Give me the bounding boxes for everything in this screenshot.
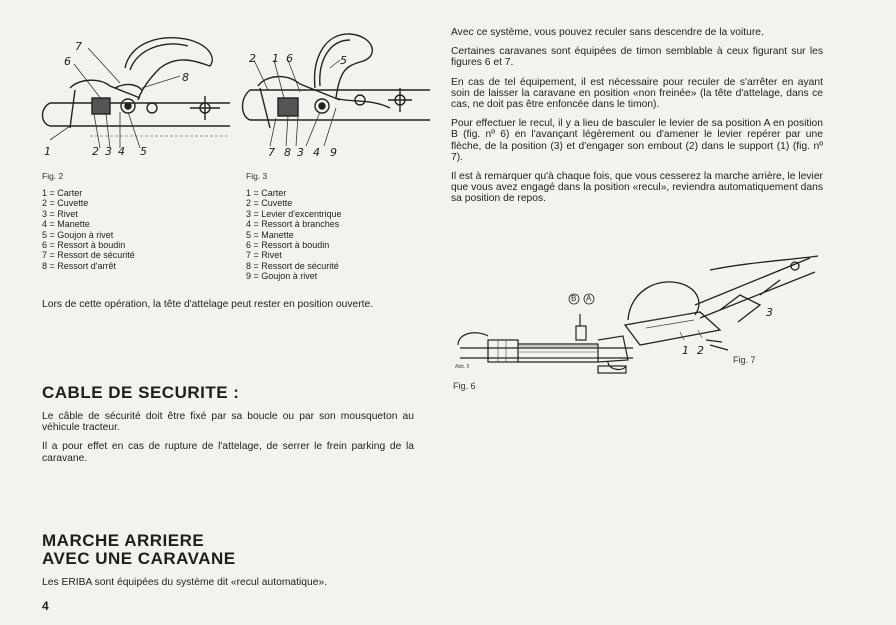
fig3-callout-2: 2 xyxy=(249,52,256,65)
legend-item: 5 = Goujon à rivet xyxy=(42,229,114,240)
legend-item: 7 = Ressort de sécurité xyxy=(42,250,135,261)
reverse-section xyxy=(42,577,414,596)
fig3-callout-9: 9 xyxy=(330,146,337,159)
fig3-legend xyxy=(246,188,342,282)
fig2-callout-7: 7 xyxy=(75,40,82,53)
fig2-caption: Fig. 2 xyxy=(42,171,64,181)
page-number: 4 xyxy=(42,599,49,613)
cable-heading: CABLE DE SECURITE : xyxy=(42,383,240,402)
reverse-paragraph-1: Les ERIBA sont équipées du système dit «recul automatique». xyxy=(42,577,328,588)
legend-item: 2 = Cuvette xyxy=(246,198,293,209)
fig2-callout-5: 5 xyxy=(140,145,147,158)
fig2-callout-8: 8 xyxy=(182,71,189,84)
fig3-callout-1: 1 xyxy=(272,52,279,65)
fig2-legend xyxy=(42,188,135,271)
operation-paragraph xyxy=(42,299,414,318)
figure-3-drawing xyxy=(240,28,430,148)
legend-item: 7 = Rivet xyxy=(246,250,282,261)
fig7-callout-2: 2 xyxy=(697,344,704,357)
legend-item: 4 = Ressort à branches xyxy=(246,219,340,230)
right-paragraph-3: En cas de tel équipement, il est nécessaire pour reculer de s'arrêter en ayant soin de laisser la caravane en position «non freinée» (la tête d'attelage, dans ce cas, ne doit pas être enfoncée dans le timon). xyxy=(451,76,823,111)
legend-item: 4 = Manette xyxy=(42,219,90,230)
right-column-text xyxy=(451,27,823,213)
cable-paragraph-1: Le câble de sécurité doit être fixé par sa boucle ou par son mousqueton au véhicule tracteur. xyxy=(42,411,414,434)
fig2-callout-4: 4 xyxy=(118,145,125,158)
legend-item: 3 = Levier d'excentrique xyxy=(246,208,342,219)
operation-text: Lors de cette opération, la tête d'attelage peut rester en position ouverte. xyxy=(42,299,374,310)
fig2-callout-2: 2 xyxy=(92,145,99,158)
legend-item: 1 = Carter xyxy=(42,188,83,198)
fig3-callout-7: 7 xyxy=(268,146,275,159)
cable-section xyxy=(42,411,414,472)
reverse-heading-line-1: MARCHE ARRIERE xyxy=(42,531,205,550)
fig3-callout-4: 4 xyxy=(313,146,320,159)
right-paragraph-1: Avec ce système, vous pouvez reculer sans descendre de la voiture. xyxy=(451,27,764,38)
right-paragraph-2: Certaines caravanes sont équipées de timon semblable à ceux figurant sur les figures 6 et 7. xyxy=(451,46,823,69)
marker-b: B xyxy=(571,294,577,303)
fig3-callout-6: 6 xyxy=(286,52,293,65)
legend-item: 5 = Manette xyxy=(246,229,294,240)
fig6-caption: Fig. 6 xyxy=(453,381,476,391)
legend-item: 8 = Ressort de sécurité xyxy=(246,260,339,271)
legend-item: 2 = Cuvette xyxy=(42,198,89,209)
legend-item: 6 = Ressort à boudin xyxy=(42,240,126,251)
fig7-caption: Fig. 7 xyxy=(733,355,756,365)
right-paragraph-5: Il est à remarquer qu'à chaque fois, que vous cesserez la marche arrière, le levier que vous avez engagé dans la position «recul», reviendra automatiquement dans sa position de repos. xyxy=(451,171,823,205)
legend-item: 6 = Ressort à boudin xyxy=(246,240,330,251)
fig3-callout-3: 3 xyxy=(297,146,304,159)
fig7-callout-1: 1 xyxy=(682,344,689,357)
fig2-callout-3: 3 xyxy=(105,145,112,158)
legend-item: 9 = Goujon à rivet xyxy=(246,271,318,282)
fig2-callout-6: 6 xyxy=(64,55,71,68)
fig6-small-label: Abb. 5 xyxy=(455,364,470,370)
fig3-caption: Fig. 3 xyxy=(246,171,268,181)
figure-2-drawing xyxy=(30,28,230,158)
fig3-callout-5: 5 xyxy=(340,54,347,67)
figure-7-drawing xyxy=(610,250,825,355)
legend-item: 8 = Ressort d'arrêt xyxy=(42,260,116,271)
fig2-callout-1: 1 xyxy=(44,145,51,158)
marker-a: A xyxy=(586,294,592,303)
fig3-callout-8: 8 xyxy=(284,146,291,159)
fig7-callout-3: 3 xyxy=(766,306,773,319)
legend-item: 1 = Carter xyxy=(246,188,287,198)
legend-item: 3 = Rivet xyxy=(42,208,78,219)
reverse-heading-line-2: AVEC UNE CARAVANE xyxy=(42,549,236,568)
cable-paragraph-2: Il a pour effet en cas de rupture de l'attelage, de serrer le frein parking de la caravane. xyxy=(42,441,414,464)
right-paragraph-4: Pour effectuer le recul, il y a lieu de basculer le levier de sa position A en position B (fig. nº 6) en l'avançant légèrement ou d'amener le levier repérer par une flèche, de la position (3) et d'engager son embout (2) dans le support (1) (fig. nº 7). xyxy=(451,118,823,163)
